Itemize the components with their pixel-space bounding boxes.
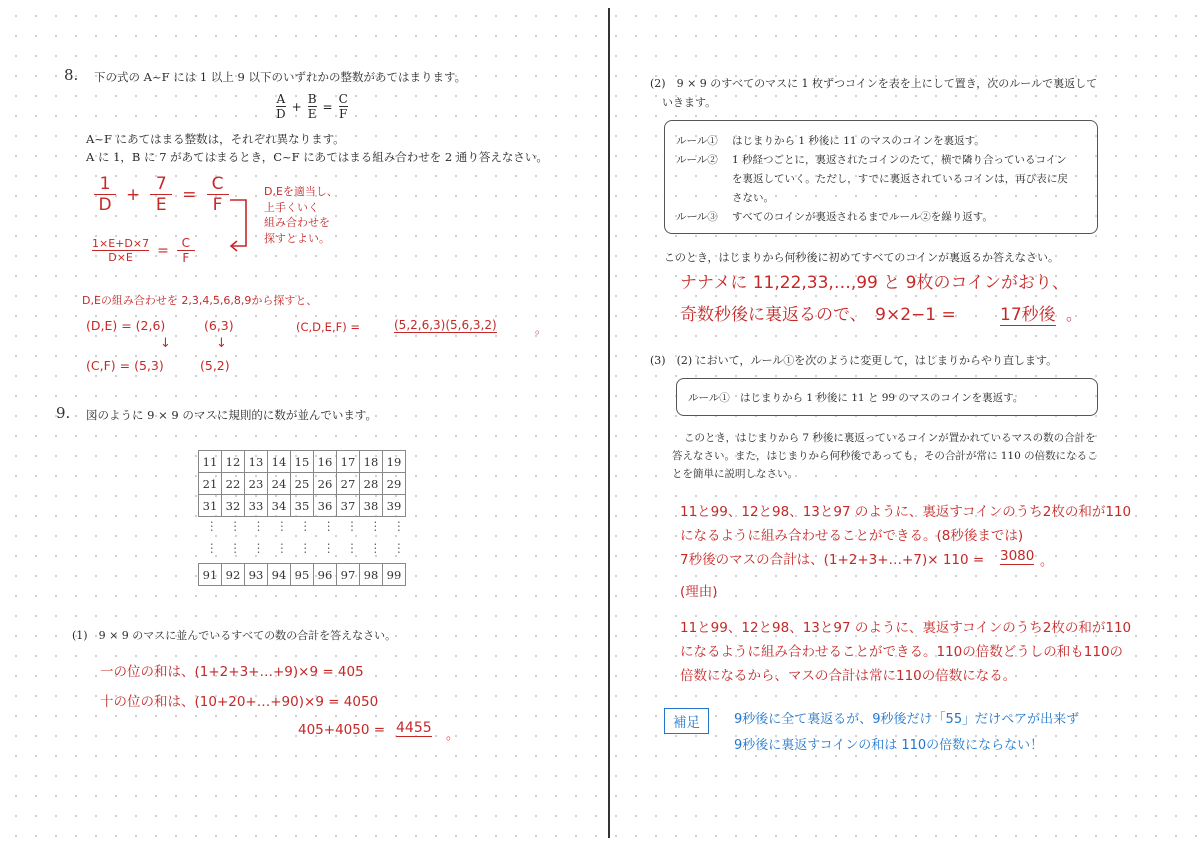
grid-cell: 35: [291, 495, 314, 517]
grid-cell: 16: [314, 451, 337, 473]
q8-number: 8.: [64, 66, 79, 84]
hw3-reason-line3: 倍数になるから、マスの合計は常に110の倍数になる。: [680, 668, 1017, 684]
number-grid: [198, 450, 406, 517]
hw3-line1: 11と99、12と98、13と97 のように、裏返すコインのうち2枚の和が110: [680, 504, 1132, 520]
grid-cell: 37: [337, 495, 360, 517]
hw-frac: [92, 237, 149, 264]
hw-plus: +: [126, 184, 141, 205]
page-divider: [608, 8, 610, 838]
grid-cell: 11: [199, 451, 222, 473]
hw-cf-pair: (C,F) = (5,3): [86, 358, 164, 373]
vdots: ⋮: [275, 541, 288, 555]
hw-note: [264, 184, 338, 246]
rule3-row: [688, 390, 1023, 405]
rule-label: ルール①: [688, 392, 730, 404]
hw-frac-den: F: [182, 251, 190, 265]
grid-cell: 98: [360, 564, 383, 586]
rules-list: [676, 132, 1068, 227]
hw1-line3: 405+4050 =: [298, 722, 386, 738]
frac-den: D: [276, 107, 286, 121]
vdots: ⋮: [322, 541, 335, 555]
hw2-end: 。: [1066, 305, 1083, 324]
hw-arrow-down-icon: ↓: [216, 336, 227, 351]
grid-cell: 24: [268, 473, 291, 495]
grid-cell: 31: [199, 495, 222, 517]
grid-row: [199, 495, 406, 517]
frac-num: A: [276, 92, 286, 106]
vdots: ⋮: [229, 519, 242, 533]
hw2-line1: ナナメに 11,22,33,…,99 と 9枚のコインがおり、: [680, 273, 1069, 293]
hw3-end: 。: [1040, 554, 1054, 569]
grid-cell: 15: [291, 451, 314, 473]
q8-intro: 下の式の A~F には 1 以上 9 以下のいずれかの整数があてはまります。: [94, 70, 467, 84]
vdots: ⋮: [346, 541, 359, 555]
frac-b-e: [308, 92, 317, 121]
vdots: ⋮: [229, 541, 242, 555]
grid-cell: 21: [199, 473, 222, 495]
rule-row: [676, 189, 1068, 208]
vdots: ⋮: [369, 541, 382, 555]
frac-den: E: [307, 107, 317, 121]
rule-row: [676, 132, 1068, 151]
hw-note-line: 上手くいく: [264, 200, 319, 214]
number-grid-last-row: [198, 563, 406, 586]
hw-frac: [94, 174, 116, 215]
rule-row: [676, 170, 1068, 189]
hw3-reason-line2: になるように組み合わせることができる。110の倍数どうしの和も110の: [680, 644, 1124, 660]
plus-sign: +: [291, 99, 302, 114]
grid-cell: 19: [383, 451, 406, 473]
hw-frac-den: D×E: [108, 251, 133, 264]
q9-sub2-question: このとき，はじまりから何秒後に初めてすべてのコインが裏返るか答えなさい。: [664, 251, 1060, 264]
q9-sub1: (1) 9 × 9 のマスに並んでいるすべての数の合計を答えなさい。: [72, 629, 397, 642]
vdots: ⋮: [369, 519, 382, 533]
hw-note-line: D,Eを適当し、: [264, 185, 338, 198]
rule-text: はじまりから 1 秒後に 11 のマスのコインを裏返す。: [732, 135, 985, 147]
grid-cell: 12: [222, 451, 245, 473]
grid-cell: 17: [337, 451, 360, 473]
vdots: ⋮: [205, 541, 218, 555]
grid-row: [199, 473, 406, 495]
hw-equals: =: [182, 184, 197, 205]
grid-vdots-row: [200, 541, 411, 555]
grid-cell: 95: [291, 564, 314, 586]
vdots: ⋮: [252, 519, 265, 533]
grid-cell: 26: [314, 473, 337, 495]
hw-arrow-down-icon: ↓: [160, 336, 171, 351]
hw3-reason-line1: 11と99、12と98、13と97 のように、裏返すコインのうち2枚の和が110: [680, 620, 1132, 636]
grid-vdots-row: [200, 519, 411, 533]
grid-cell: 27: [337, 473, 360, 495]
grid-cell: 93: [245, 564, 268, 586]
grid-cell: 91: [199, 564, 222, 586]
hw-frac-num: C: [181, 236, 190, 250]
vdots: ⋮: [346, 519, 359, 533]
hw1-line2: 十の位の和は、(10+20+…+90)×9 = 4050: [100, 694, 379, 710]
q8-line1: A~F にあてはまる整数は，それぞれ異なります。: [86, 132, 345, 146]
q8-line2: A に 1，B に 7 があてはまるとき，C~F にあてはまる組み合わせを 2 通り答えなさい。: [86, 150, 548, 164]
frac-den: F: [339, 107, 348, 121]
rule-label: ルール③: [676, 211, 718, 223]
vdots: ⋮: [275, 519, 288, 533]
grid-cell: 34: [268, 495, 291, 517]
q8-equation: [276, 92, 348, 121]
bracket-arrow-icon: [224, 196, 254, 256]
hw2-line2: 奇数秒後に裏返るので、 9×2−1 =: [680, 305, 956, 325]
hw-frac-den: D: [98, 195, 112, 215]
hw-note-line: 探すとよい。: [264, 231, 330, 245]
hw3-reason-heading: (理由): [680, 584, 718, 600]
frac-c-f: [339, 92, 348, 121]
rule-row: [676, 151, 1068, 170]
vdots: ⋮: [392, 519, 405, 533]
grid-cell: 92: [222, 564, 245, 586]
grid-cell: 97: [337, 564, 360, 586]
hw3-line2: になるように組み合わせることができる。(8秒後までは): [680, 528, 1024, 544]
grid-cell: 94: [268, 564, 291, 586]
hw-frac: [150, 174, 172, 215]
hw-frac-num: C: [211, 174, 224, 194]
rule-text: を裏返していく。ただし，すでに裏返されているコインは，再び表に戻: [732, 173, 1068, 185]
vdots: ⋮: [205, 519, 218, 533]
rule-text: さない。: [732, 192, 774, 204]
hw3-line3: 7秒後のマスの合計は、(1+2+3+…+7)× 110 =: [680, 552, 985, 568]
grid-cell: 38: [360, 495, 383, 517]
frac-num: B: [307, 92, 317, 106]
hw-equals: =: [157, 242, 169, 259]
grid-cell: 32: [222, 495, 245, 517]
vdots: ⋮: [322, 519, 335, 533]
grid-cell: 23: [245, 473, 268, 495]
q9-sub2-line1: (2) 9 × 9 のすべてのマスに 1 枚ずつコインを表を上にして置き，次のルールで裏返して: [650, 77, 1098, 90]
rule-text: すべてのコインが裏返されるまでルール②を繰り返す。: [732, 211, 993, 223]
hw-fraction-eq1: [94, 174, 229, 215]
grid-cell: 96: [314, 564, 337, 586]
grid-cell: 13: [245, 451, 268, 473]
hw-de-pair: (D,E) = (2,6): [86, 318, 166, 333]
grid-cell: 36: [314, 495, 337, 517]
hw-frac-den: E: [155, 195, 167, 215]
grid-cell: 28: [360, 473, 383, 495]
hw-search-line: D,Eの組み合わせを 2,3,4,5,6,8,9から探すと、: [82, 294, 318, 307]
hw-frac-num: 1×E+D×7: [92, 237, 150, 250]
grid-cell: 22: [222, 473, 245, 495]
hw-answer-label: (C,D,E,F) =: [296, 320, 360, 334]
grid-cell: 39: [383, 495, 406, 517]
grid-cell: 18: [360, 451, 383, 473]
hosoku-label: 補足: [664, 708, 709, 734]
hw-frac-num: 1: [99, 174, 111, 194]
grid-row: [199, 451, 406, 473]
hw-frac-den: F: [212, 195, 223, 215]
frac-num: C: [338, 92, 348, 106]
rule-text: 1 秒経つごとに，裏返されたコインのたて，横で隣り合っているコイン: [732, 154, 1067, 166]
vdots: ⋮: [392, 541, 405, 555]
hw-frac-num: 7: [155, 174, 167, 194]
hw-fraction-eq2: [92, 236, 195, 265]
q9-number: 9.: [56, 404, 71, 422]
hw3-answer: 3080: [1000, 548, 1035, 564]
equals-sign: =: [322, 99, 333, 114]
q9-sub3-q2: 答えなさい。また，はじまりから何秒後であっても，その合計が常に 110 の倍数になるこ: [672, 450, 1098, 462]
hosoku-line1: 9秒後に全て裏返るが、9秒後だけ「55」だけペアが出来ず: [734, 712, 1080, 727]
rule-row: [676, 208, 1068, 227]
q9-sub3-q3: とを簡単に説明しなさい。: [672, 468, 798, 480]
rule-label: ルール②: [676, 154, 718, 166]
vdots: ⋮: [299, 541, 312, 555]
frac-a-d: [276, 92, 286, 121]
hw2-answer: 17秒後: [1000, 300, 1056, 326]
hw-answer: (5,2,6,3)(5,6,3,2): [394, 318, 497, 332]
hw-answer-end: 。: [535, 322, 548, 336]
hw1-line1: 一の位の和は、(1+2+3+…+9)×9 = 405: [100, 664, 364, 680]
q9-intro: 図のように 9 × 9 のマスに規則的に数が並んでいます。: [86, 408, 377, 422]
q9-sub3: (3) (2) において，ルール①を次のように変更して，はじまりからやり直します。: [650, 354, 1058, 367]
q9-sub3-q1: このとき，はじまりから 7 秒後に裏返っているコインが置かれているマスの数の合計を: [684, 432, 1096, 444]
vdots: ⋮: [252, 541, 265, 555]
grid-cell: 33: [245, 495, 268, 517]
vdots: ⋮: [299, 519, 312, 533]
grid-row: [199, 564, 406, 586]
rule-label: ルール①: [676, 135, 718, 147]
hw-de-pair2: (6,3): [204, 318, 234, 333]
hw-frac: [177, 236, 195, 265]
hw-note-line: 組み合わせを: [264, 216, 330, 229]
hosoku-line2: 9秒後に裏返すコインの和は 110の倍数にならない！: [734, 738, 1044, 753]
grid-cell: 14: [268, 451, 291, 473]
q9-sub2-line2: いきます。: [662, 96, 717, 109]
hw1-end: 。: [446, 728, 460, 743]
grid-cell: 99: [383, 564, 406, 586]
grid-cell: 29: [383, 473, 406, 495]
hw-cf-pair2: (5,2): [200, 358, 230, 373]
rule-text: はじまりから 1 秒後に 11 と 99 のマスのコインを裏返す。: [740, 392, 1024, 404]
hw1-answer: 4455: [396, 720, 432, 736]
grid-cell: 25: [291, 473, 314, 495]
